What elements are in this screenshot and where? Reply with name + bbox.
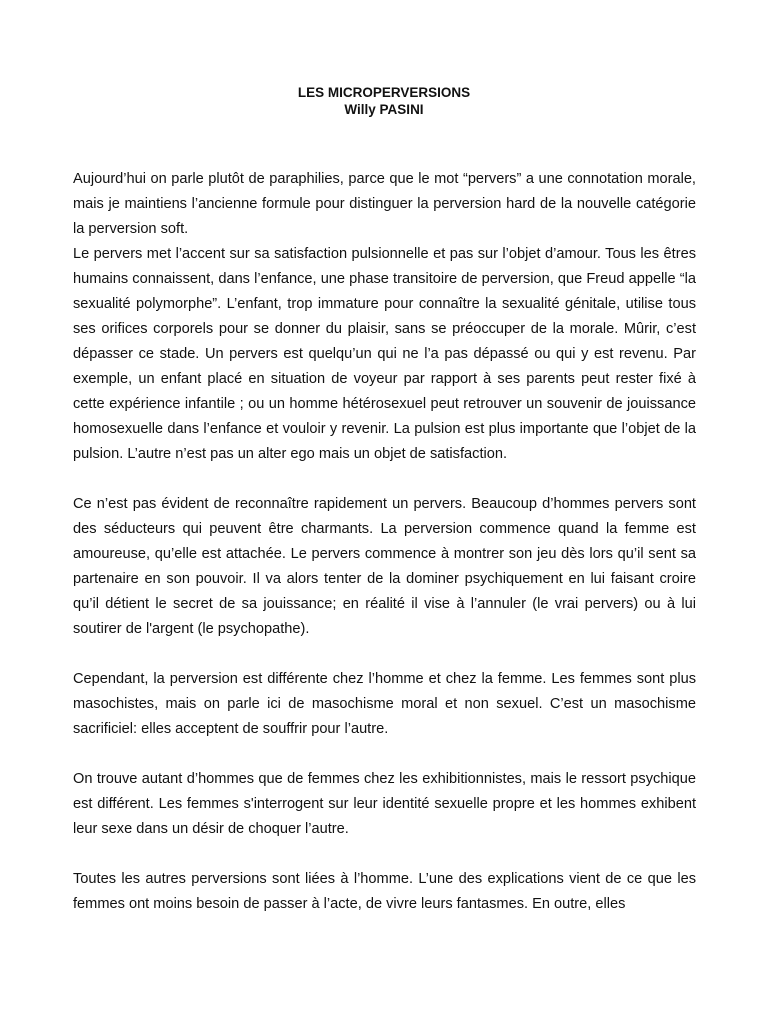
paragraph: Aujourd’hui on parle plutôt de paraphilies, parce que le mot “pervers” a une connotation morale, mais je maintiens l’ancienne formule pour distinguer la perversion hard de la nouvelle catégorie la perversion soft. — [73, 171, 696, 237]
paragraph: Cependant, la perversion est différente chez l’homme et chez la femme. Les femmes sont plus masochistes, mais on parle ici de masochisme moral et non sexuel. C’est un masochisme sacrificiel: elles acceptent de souffrir pour l’autre. — [73, 671, 696, 737]
document-body — [73, 167, 696, 917]
paragraph: Ce n’est pas évident de reconnaître rapidement un pervers. Beaucoup d’hommes pervers sont des séducteurs qui peuvent être charmants. La perversion commence quand la femme est amoureuse, qu’elle est attachée. Le pervers commence à montrer son jeu dès lors qu’il sent sa partenaire en son pouvoir. Il va alors tenter de la dominer psychiquement en lui faisant croire qu’il détient le secret de sa jouissance; en réalité il vise à l’annuler (le vrai pervers) ou à lui soutirer de l'argent (le psychopathe). — [73, 496, 696, 637]
document-header — [0, 84, 768, 118]
document-author: Willy PASINI — [344, 102, 424, 117]
document-title: LES MICROPERVERSIONS — [297, 85, 471, 100]
paragraph: Toutes les autres perversions sont liées à l’homme. L’une des explications vient de ce que les femmes ont moins besoin de passer à l’acte, de vivre leurs fantasmes. En outre, elles — [73, 871, 696, 912]
paragraph: Le pervers met l’accent sur sa satisfaction pulsionnelle et pas sur l’objet d’amour. Tous les êtres humains connaissent, dans l’enfance, une phase transitoire de perversion, que Freud appelle “la sexualité polymorphe”. L’enfant, trop immature pour connaître la sexualité génitale, utilise tous ses orifices corporels pour se donner du plaisir, sans se préoccuper de la morale. Mûrir, c’est dépasser ce stade. Un pervers est quelqu’un qui ne l’a pas dépassé ou qui y est revenu. Par exemple, un enfant placé en situation de voyeur par rapport à ses parents peut rester fixé à cette expérience infantile ; ou un homme hétérosexuel peut retrouver un souvenir de jouissance homosexuelle dans l’enfance et vouloir y revenir. La pulsion est plus importante que l’objet de la pulsion. L’autre n’est pas un alter ego mais un objet de satisfaction. — [73, 246, 696, 462]
paragraph: On trouve autant d’hommes que de femmes chez les exhibitionnistes, mais le ressort psychique est différent. Les femmes s'interrogent sur leur identité sexuelle propre et les hommes exhibent leur sexe dans un désir de choquer l’autre. — [73, 771, 696, 837]
